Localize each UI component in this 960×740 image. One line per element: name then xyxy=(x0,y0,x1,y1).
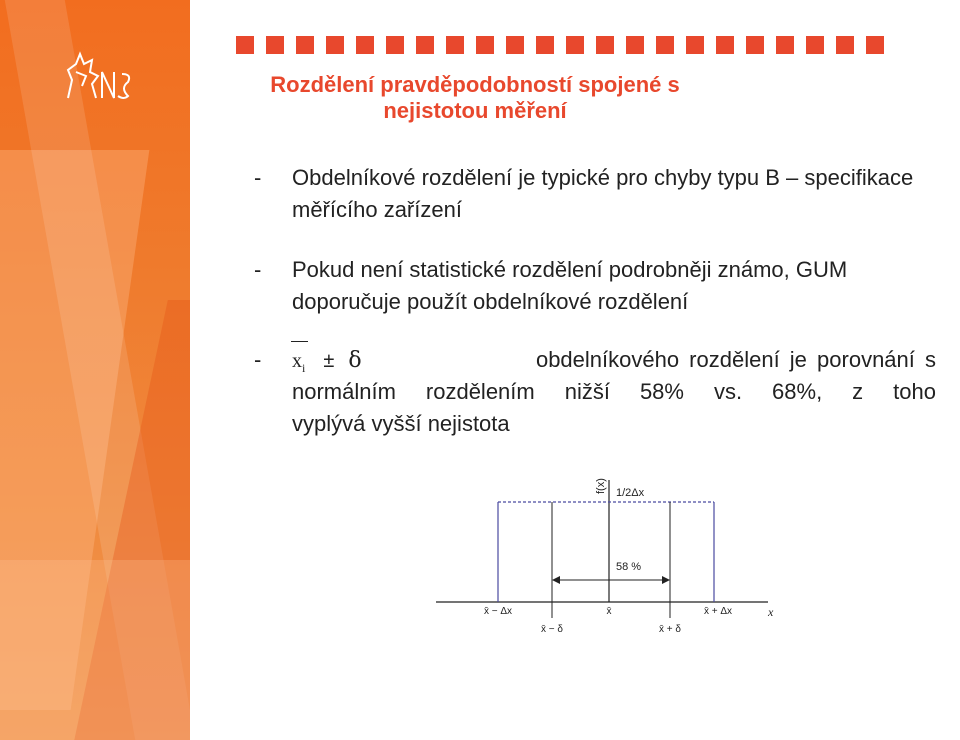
bullet-dash: - xyxy=(254,257,262,282)
bullet-item xyxy=(254,254,934,324)
bullet-item xyxy=(254,162,934,232)
decor-square xyxy=(236,36,254,54)
distribution-svg xyxy=(428,466,788,640)
decor-square xyxy=(776,36,794,54)
decor-square xyxy=(866,36,884,54)
x-subscript: i xyxy=(302,361,306,375)
bullet-text: Pokud není statistické rozdělení podrobněji známo, GUM doporučuje použít obdelníkové rozdělení xyxy=(292,257,848,314)
decor-square xyxy=(656,36,674,54)
decor-square xyxy=(806,36,824,54)
decor-square xyxy=(476,36,494,54)
decor-square xyxy=(836,36,854,54)
decor-square xyxy=(716,36,734,54)
bullet-text: obdelníkového rozdělení je porovnání s xyxy=(535,347,936,372)
decor-square xyxy=(746,36,764,54)
decor-square xyxy=(626,36,644,54)
x-axis-label: x xyxy=(768,605,774,619)
decor-square xyxy=(446,36,464,54)
decor-square xyxy=(296,36,314,54)
university-lion-logo xyxy=(62,50,134,102)
height-label: 1/2Δx xyxy=(616,487,645,499)
decor-shape xyxy=(0,560,190,740)
tick-label: x̄ − Δx xyxy=(483,606,513,617)
bullet-text: normálním rozdělením nižší 58% vs. 68%, z toho xyxy=(292,379,936,404)
decor-square xyxy=(686,36,704,54)
decor-square xyxy=(356,36,374,54)
decor-square xyxy=(566,36,584,54)
percent-label: 58 % xyxy=(616,561,642,573)
decor-square xyxy=(506,36,524,54)
delta-symbol: δ xyxy=(348,348,362,373)
decor-square xyxy=(386,36,404,54)
decor-square xyxy=(416,36,434,54)
bullet-dash: - xyxy=(254,165,262,190)
plus-minus-symbol: ± xyxy=(323,350,335,372)
decor-square xyxy=(536,36,554,54)
bullet-item xyxy=(254,344,944,444)
bullet-dash: - xyxy=(254,347,262,372)
arrow-head-left xyxy=(552,576,560,584)
slide-title: Rozdělení pravděpodobností spojené s nejistotou měření xyxy=(270,72,680,123)
decorative-squares-row xyxy=(236,36,884,54)
tick-label: x̄ + δ xyxy=(659,624,681,635)
decor-square xyxy=(326,36,344,54)
rectangular-distribution-figure xyxy=(428,466,788,640)
y-axis-label: f(x) xyxy=(595,478,607,494)
x-letter: x xyxy=(292,350,302,372)
tick-label: x̄ xyxy=(606,606,612,617)
arrow-head-right xyxy=(662,576,670,584)
tick-label: x̄ + Δx xyxy=(703,606,733,617)
tick-label: x̄ − δ xyxy=(541,624,563,635)
decor-square xyxy=(596,36,614,54)
bullet-text: Obdelníkové rozdělení je typické pro chyby typu B – specifikace měřícího zařízení xyxy=(292,165,914,222)
decor-square xyxy=(266,36,284,54)
bullet-text: vyplývá vyšší nejistota xyxy=(292,411,510,436)
side-decoration-panel xyxy=(0,0,190,740)
